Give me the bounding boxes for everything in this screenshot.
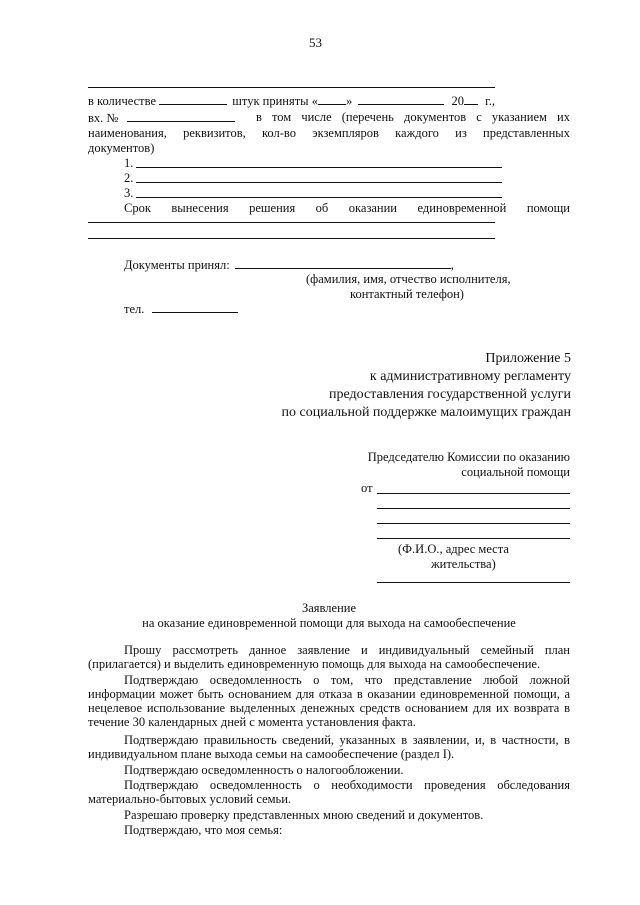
incl-line xyxy=(256,110,570,124)
word: Срок xyxy=(124,201,151,215)
appendix-line-4: по социальной поддержке малоимущих граждан xyxy=(281,405,571,420)
addressee-line-2: социальной помощи xyxy=(461,465,570,479)
accepted-comma: , xyxy=(450,258,454,272)
paragraph-inspection: Подтверждаю осведомленность о необходимости проведения обследования материально-бытовых условий семьи. xyxy=(88,778,570,806)
word: документов xyxy=(403,110,467,124)
year-blank xyxy=(464,93,478,105)
names-line xyxy=(88,126,570,140)
addressee-line-1: Председателю Комиссии по оказанию xyxy=(367,450,570,464)
word: том xyxy=(272,110,292,124)
from-blank-4 xyxy=(377,538,570,539)
top-rule xyxy=(88,87,495,88)
appendix-title: Приложение 5 xyxy=(485,351,571,366)
word: об xyxy=(315,201,329,215)
from-blank-5 xyxy=(377,582,570,583)
word: указанием xyxy=(491,110,547,124)
word: помощи xyxy=(526,201,570,215)
word: вынесения xyxy=(171,201,229,215)
word: из xyxy=(455,126,467,140)
word: каждого xyxy=(395,126,439,140)
from-label: от xyxy=(361,481,373,495)
documents-word: документов) xyxy=(88,141,155,155)
word: в xyxy=(256,110,262,124)
from-blank-3 xyxy=(377,523,570,524)
term-blank-2 xyxy=(88,238,495,239)
statement-subtitle: на оказание единовременной помощи для выхода на самообеспечение xyxy=(142,616,516,630)
word: оказании xyxy=(348,201,398,215)
word: числе xyxy=(301,110,332,124)
paragraph-taxation: Подтверждаю осведомленность о налогообложении. xyxy=(124,763,404,777)
term-line xyxy=(124,201,570,215)
year-suffix: г., xyxy=(485,94,496,108)
phone-blank xyxy=(152,301,238,313)
word: решения xyxy=(249,201,296,215)
word: реквизитов, xyxy=(183,126,246,140)
quantity-line xyxy=(88,93,495,108)
year-prefix: 20 xyxy=(451,94,464,108)
word: с xyxy=(476,110,482,124)
month-blank xyxy=(358,93,444,105)
paragraph-family: Подтверждаю, что моя семья: xyxy=(124,823,283,837)
word: кол-во xyxy=(261,126,296,140)
from-blank-2 xyxy=(377,508,570,509)
item-1-line xyxy=(136,167,502,168)
statement-title: Заявление xyxy=(301,601,356,615)
word: их xyxy=(557,110,570,124)
word: представленных xyxy=(483,126,570,140)
phone-label: тел. xyxy=(124,302,145,316)
qty-blank xyxy=(159,93,227,105)
pieces-label: штук приняты « xyxy=(232,94,318,108)
item-1-label: 1. xyxy=(124,156,134,170)
item-2-line xyxy=(136,182,502,183)
day-blank xyxy=(318,93,346,105)
item-3-label: 3. xyxy=(124,186,134,200)
qty-label: в количестве xyxy=(88,94,157,108)
incoming-blank xyxy=(127,110,235,122)
item-2-label: 2. xyxy=(124,171,134,185)
incoming-number xyxy=(88,110,235,125)
addressee-hint-2: жительства) xyxy=(431,557,496,571)
item-3-line xyxy=(136,197,502,198)
appendix-line-3: предоставления государственной услуги xyxy=(329,387,571,402)
accepted-line xyxy=(124,257,454,272)
accepted-blank xyxy=(235,257,451,269)
accepted-hint-2: контактный телефон) xyxy=(350,287,464,301)
paragraph-correctness: Подтверждаю правильность сведений, указанных в заявлении, и, в частности, в индивидуальном плане выхода семьи на самообеспечение (раздел I). xyxy=(88,733,570,761)
accepted-hint-1: (фамилия, имя, отчество исполнителя, xyxy=(306,272,511,286)
term-blank-1 xyxy=(88,222,495,223)
word: единовременной xyxy=(417,201,507,215)
quote-close: » xyxy=(345,94,353,108)
word: наименования, xyxy=(88,126,167,140)
paragraph-verification: Разрешаю проверку представленных мною сведений и документов. xyxy=(124,808,484,822)
word: экземпляров xyxy=(312,126,379,140)
appendix-line-2: к административному регламенту xyxy=(369,369,571,384)
page-number: 53 xyxy=(309,35,322,50)
word: (перечень xyxy=(341,110,394,124)
accepted-label: Документы принял: xyxy=(124,258,230,272)
phone-line xyxy=(124,301,238,316)
addressee-hint-1: (Ф.И.О., адрес места xyxy=(398,542,509,556)
from-blank-1 xyxy=(377,493,570,494)
incoming-label: вх. № xyxy=(88,111,119,125)
paragraph-request: Прошу рассмотреть данное заявление и индивидуальный семейный план (прилагается) и выделить единовременную помощь для выхода на самообеспечение. xyxy=(88,643,570,671)
paragraph-awareness: Подтверждаю осведомленность о том, что представление любой ложной информации может быть основанием для отказа в оказании единовременной помощи, а нецелевое использование выделенных денежных средств основанием для их возврата в течение 30 календарных дней с момента установления факта. xyxy=(88,673,570,729)
